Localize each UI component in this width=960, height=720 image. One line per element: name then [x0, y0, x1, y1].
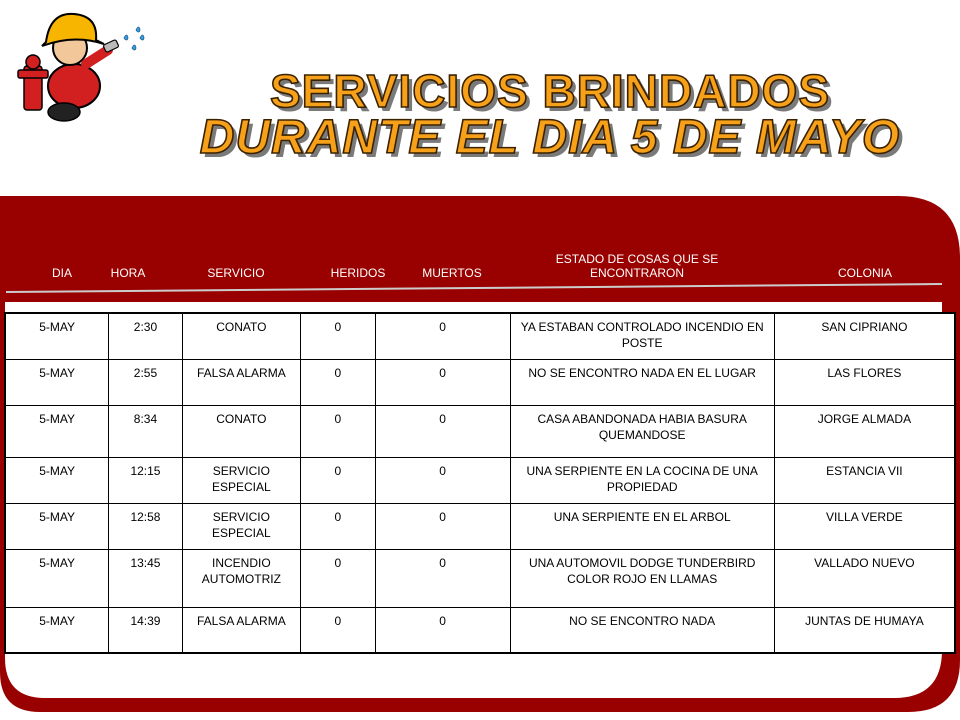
table-cell: 0 [375, 457, 510, 503]
table-cell: YA ESTABAN CONTROLADO INCENDIO EN POSTE [510, 313, 774, 359]
table-cell: 5-MAY [5, 359, 109, 405]
table-cell: JUNTAS DE HUMAYA [774, 607, 955, 653]
title-line-1: SERVICIOS BRINDADOS [269, 65, 831, 117]
table-cell: 0 [375, 607, 510, 653]
table-cell: 0 [300, 503, 375, 549]
table-cell: 0 [300, 607, 375, 653]
firefighter-mascot-icon [4, 4, 154, 134]
table-cell: 5-MAY [5, 607, 109, 653]
table-row [5, 549, 955, 607]
header-hora: HORA [110, 266, 146, 280]
table-row [5, 313, 955, 359]
table-cell: 0 [300, 549, 375, 607]
table-row [5, 503, 955, 549]
table-row [5, 457, 955, 503]
table-cell: 2:55 [109, 359, 183, 405]
table-cell: NO SE ENCONTRO NADA EN EL LUGAR [510, 359, 774, 405]
table-cell: 5-MAY [5, 457, 109, 503]
table-cell: 0 [300, 313, 375, 359]
table-cell: ESTANCIA VII [774, 457, 955, 503]
title-line-2: DURANTE EL DIA 5 DE MAYO [199, 111, 901, 164]
table-cell: UNA SERPIENTE EN LA COCINA DE UNA PROPIEDAD [510, 457, 774, 503]
table-cell: 13:45 [109, 549, 183, 607]
header-colonia: COLONIA [837, 266, 892, 280]
table-cell: 0 [375, 359, 510, 405]
table-cell: 5-MAY [5, 549, 109, 607]
table-cell: SERVICIO ESPECIAL [182, 503, 300, 549]
header-muertos: MUERTOS [422, 266, 482, 280]
table-cell: 12:58 [109, 503, 183, 549]
table-cell: 5-MAY [5, 313, 109, 359]
table-row [5, 359, 955, 405]
table-cell: CONATO [182, 405, 300, 457]
table-cell: 0 [375, 405, 510, 457]
table-cell: CASA ABANDONADA HABIA BASURA QUEMANDOSE [510, 405, 774, 457]
table-cell: VALLADO NUEVO [774, 549, 955, 607]
table-row [5, 405, 955, 457]
table-cell: 0 [375, 549, 510, 607]
table-cell: 8:34 [109, 405, 183, 457]
services-table [4, 312, 956, 654]
table-cell: SAN CIPRIANO [774, 313, 955, 359]
table-cell: 0 [375, 313, 510, 359]
table-cell: 0 [300, 359, 375, 405]
table-cell: 5-MAY [5, 405, 109, 457]
table-cell: 2:30 [109, 313, 183, 359]
table-cell: 0 [300, 405, 375, 457]
header-heridos: HERIDOS [330, 266, 386, 280]
table-cell: LAS FLORES [774, 359, 955, 405]
table-cell: JORGE ALMADA [774, 405, 955, 457]
header-estado: ESTADO DE COSAS QUE SE ENCONTRARON [555, 252, 719, 280]
slide-title [160, 65, 940, 164]
table-cell: SERVICIO ESPECIAL [182, 457, 300, 503]
table-cell: FALSA ALARMA [182, 607, 300, 653]
table-cell: INCENDIO AUTOMOTRIZ [182, 549, 300, 607]
table-row [5, 607, 955, 653]
table-cell: VILLA VERDE [774, 503, 955, 549]
table-cell: UNA SERPIENTE EN EL ARBOL [510, 503, 774, 549]
table-cell: NO SE ENCONTRO NADA [510, 607, 774, 653]
table-cell: FALSA ALARMA [182, 359, 300, 405]
header-servicio: SERVICIO [207, 266, 265, 280]
table-cell: UNA AUTOMOVIL DODGE TUNDERBIRD COLOR ROJO EN LLAMAS [510, 549, 774, 607]
table-cell: 0 [300, 457, 375, 503]
table-cell: 12:15 [109, 457, 183, 503]
table-cell: CONATO [182, 313, 300, 359]
table-cell: 14:39 [109, 607, 183, 653]
header-dia: DIA [51, 266, 72, 280]
table-cell: 5-MAY [5, 503, 109, 549]
table-cell: 0 [375, 503, 510, 549]
